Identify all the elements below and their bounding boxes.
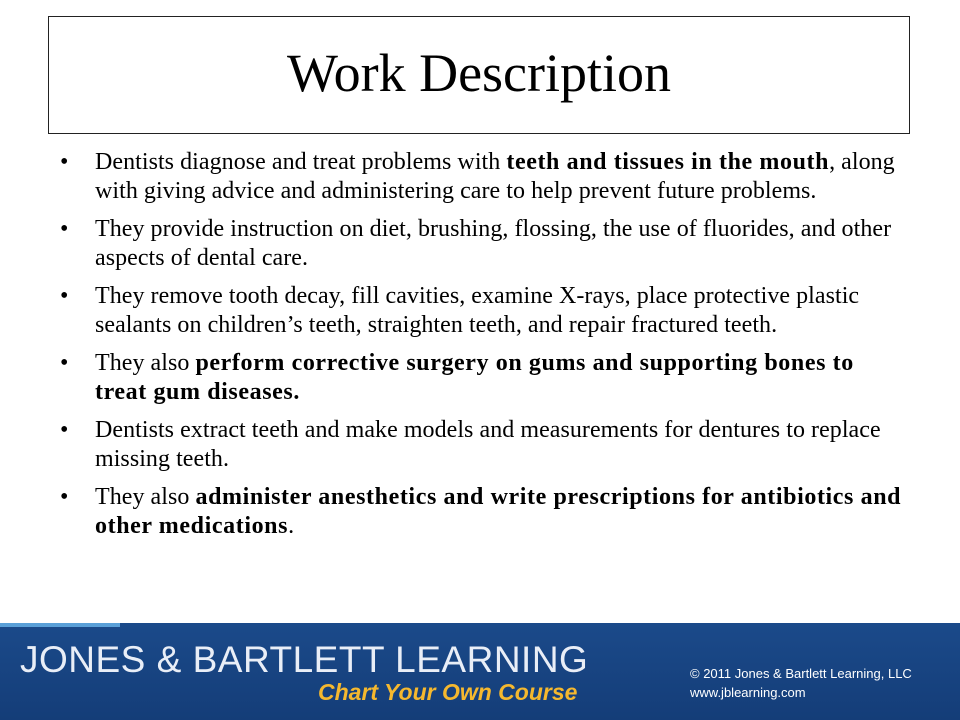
bullet-mark: • — [60, 283, 69, 309]
bullet-mark: • — [60, 149, 69, 175]
bullet-item — [60, 416, 910, 474]
bullet-item — [60, 148, 910, 206]
bullet-text — [95, 283, 859, 338]
bullet-segment: Dentists diagnose and treat problems with — [95, 149, 507, 175]
bullet-list — [60, 148, 910, 550]
bullet-segment: They also — [95, 350, 196, 376]
bullet-text — [95, 216, 891, 271]
bullet-item — [60, 349, 910, 407]
footer-accent-line — [0, 623, 120, 627]
bullet-segment: They provide instruction on diet, brushing, flossing, the use of fluorides, and other aspects of dental care. — [95, 216, 892, 271]
bullet-segment: . — [288, 513, 295, 539]
bullet-text — [95, 417, 881, 472]
publisher-tagline: Chart Your Own Course — [318, 679, 578, 705]
bullet-item — [60, 282, 910, 340]
bullet-segment-bold: perform corrective surgery on gums and supporting bones to treat gum diseases. — [95, 350, 854, 405]
bullet-item — [60, 215, 910, 273]
slide-title: Work Description — [286, 43, 672, 103]
bullet-segment: They also — [95, 484, 196, 510]
bullet-mark: • — [60, 350, 69, 376]
bullet-segment: Dentists extract teeth and make models and measurements for dentures to replace missing teeth. — [95, 417, 881, 472]
bullet-segment-bold: teeth and tissues in the mouth — [506, 149, 830, 175]
publisher-website: www.jblearning.com — [690, 685, 806, 700]
bullet-mark: • — [60, 417, 69, 443]
copyright-notice: © 2011 Jones & Bartlett Learning, LLC — [690, 666, 912, 681]
title-box — [48, 16, 910, 134]
publisher-footer — [0, 623, 960, 720]
bullet-text — [95, 350, 854, 405]
bullet-segment-bold: administer anesthetics and write prescriptions for antibiotics and other medications — [95, 484, 902, 539]
bullet-mark: • — [60, 484, 69, 510]
publisher-brand: JONES & BARTLETT LEARNING — [20, 639, 589, 680]
bullet-text — [95, 149, 895, 204]
bullet-segment: They remove tooth decay, fill cavities, examine X-rays, place protective plastic sealants on children’s teeth, straighten teeth, and repair fractured teeth. — [95, 283, 860, 338]
bullet-text — [95, 484, 901, 539]
bullet-item — [60, 483, 910, 541]
bullet-mark: • — [60, 216, 69, 242]
bullet-segment: , along with giving advice and administering care to help prevent future problems. — [95, 149, 895, 204]
